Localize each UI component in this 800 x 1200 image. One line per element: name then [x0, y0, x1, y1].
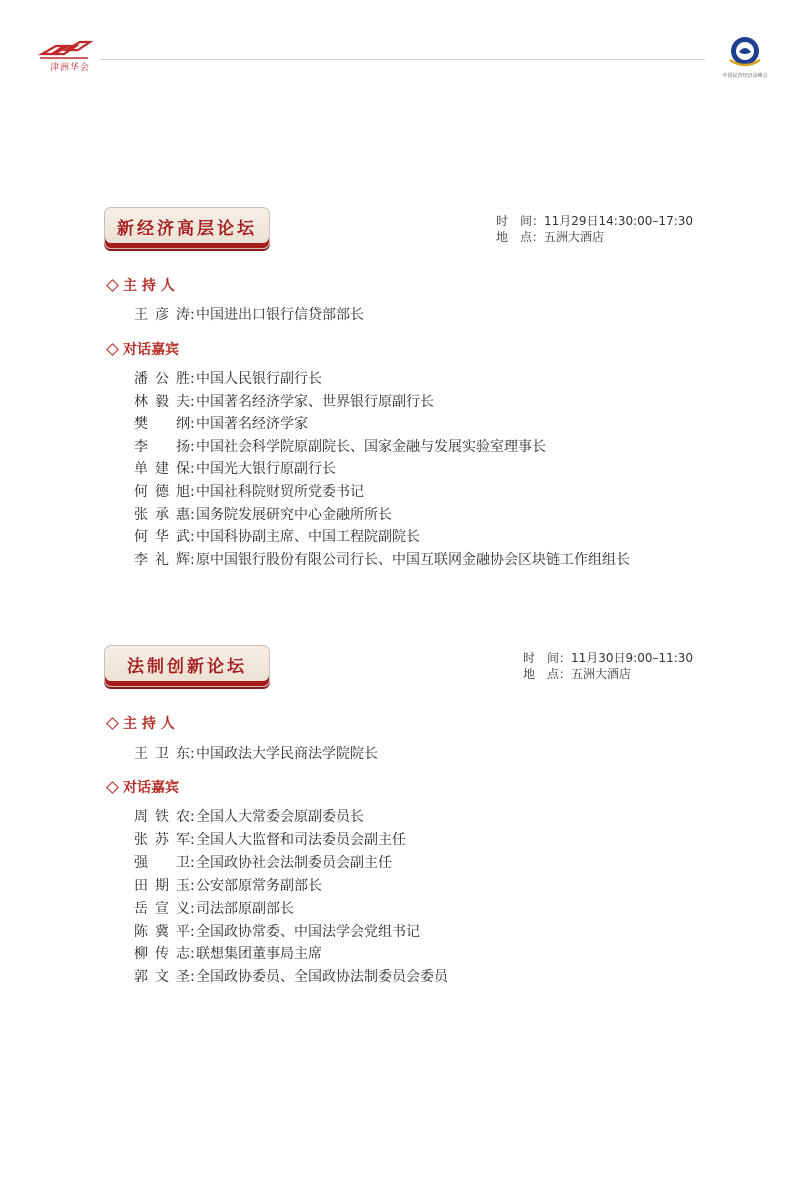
person-name: 田期玉 [134, 878, 190, 894]
person-role: 中国政法大学民商法学院院长 [196, 746, 378, 762]
guests-heading [106, 339, 179, 359]
guest-row: 田期玉 : 公安部原常务副部长 [134, 878, 322, 894]
guest-row: 李礼辉 : 原中国银行股份有限公司行长、中国互联网金融协会区块链工作组组长 [134, 552, 630, 568]
forum-title: 法制创新论坛 [127, 657, 247, 677]
guest-row: 柳传志 : 联想集团董事局主席 [134, 946, 322, 962]
guest-row: 林毅夫 : 中国著名经济学家、世界银行原副行长 [134, 394, 434, 410]
person-role: 原中国银行股份有限公司行长、中国互联网金融协会区块链工作组组长 [196, 552, 630, 568]
person-name: 陈冀平 [134, 924, 190, 940]
diamond-icon [106, 343, 119, 356]
person-role: 中国著名经济学家 [196, 416, 308, 432]
place-label: 地 点： [523, 667, 572, 681]
person-name: 林毅夫 [134, 394, 190, 410]
guest-row: 何德旭 : 中国社科院财贸所党委书记 [134, 484, 364, 500]
person-role: 国务院发展研究中心金融所所长 [196, 507, 392, 523]
person-name: 单建保 [134, 461, 190, 477]
guest-row: 何华武 : 中国科协副主席、中国工程院副院长 [134, 529, 420, 545]
diamond-icon [106, 781, 119, 794]
person-role: 全国人大监督和司法委员会副主任 [196, 832, 406, 848]
person-name: 岳宣义 [134, 901, 190, 917]
forum-meta [523, 650, 693, 682]
place-value: 五洲大酒店 [571, 667, 632, 681]
right-logo-text: 中国民营经济高峰会 [722, 73, 768, 79]
person-role: 中国光大银行原副行长 [196, 461, 336, 477]
place-value: 五洲大酒店 [544, 230, 605, 244]
left-logo-text: 津洲华会 [50, 63, 91, 73]
person-name: 郭文圣 [134, 969, 190, 985]
person-name: 何华武 [134, 529, 190, 545]
person-name: 张承惠 [134, 507, 190, 523]
person-name: 王彦涛 [134, 307, 190, 323]
host-row: 王彦涛 : 中国进出口银行信贷部部长 [134, 307, 364, 323]
person-name: 强 卫 [134, 855, 190, 871]
guest-row: 潘公胜 : 中国人民银行副行长 [134, 371, 322, 387]
person-name: 李礼辉 [134, 552, 190, 568]
person-role: 中国人民银行副行长 [196, 371, 322, 387]
guest-row: 张承惠 : 国务院发展研究中心金融所所长 [134, 507, 392, 523]
host-heading-text: 主 持 人 [123, 278, 175, 294]
person-role: 司法部原副部长 [196, 901, 294, 917]
guest-row: 单建保 : 中国光大银行原副行长 [134, 461, 336, 477]
person-name: 周铁农 [134, 809, 190, 825]
person-role: 全国政协委员、全国政协法制委员会委员 [196, 969, 448, 985]
diamond-icon [106, 279, 119, 292]
person-name: 柳传志 [134, 946, 190, 962]
header-divider [100, 59, 705, 60]
forum-title: 新经济高层论坛 [117, 219, 257, 239]
guest-row: 张苏军 : 全国人大监督和司法委员会副主任 [134, 832, 406, 848]
person-role: 全国政协社会法制委员会副主任 [196, 855, 392, 871]
time-label: 时 间： [523, 651, 572, 665]
person-name: 樊 纲 [134, 416, 190, 432]
time-value: 11月30日9:00–11:30 [571, 651, 694, 665]
guest-row: 陈冀平 : 全国政协常委、中国法学会党组书记 [134, 924, 420, 940]
person-role: 中国社科院财贸所党委书记 [196, 484, 364, 500]
person-name: 潘公胜 [134, 371, 190, 387]
guests-heading-text: 对话嘉宾 [123, 342, 179, 358]
forum-title-banner [104, 645, 270, 687]
guest-row: 郭文圣 : 全国政协委员、全国政协法制委员会委员 [134, 969, 448, 985]
forum-title-banner [104, 207, 270, 249]
person-name: 张苏军 [134, 832, 190, 848]
guest-row: 强 卫 : 全国政协社会法制委员会副主任 [134, 855, 392, 871]
host-heading [106, 713, 175, 733]
person-role: 中国社会科学院原副院长、国家金融与发展实验室理事长 [196, 439, 546, 455]
person-name: 王卫东 [134, 746, 190, 762]
person-name: 李 扬 [134, 439, 190, 455]
person-role: 公安部原常务副部长 [196, 878, 322, 894]
place-label: 地 点： [496, 230, 545, 244]
time-value: 11月29日14:30:00–17:30 [544, 214, 694, 228]
guest-row: 岳宣义 : 司法部原副部长 [134, 901, 294, 917]
person-role: 中国著名经济学家、世界银行原副行长 [196, 394, 434, 410]
time-label: 时 间： [496, 214, 545, 228]
forum-meta [496, 213, 693, 245]
diamond-icon [106, 717, 119, 730]
host-heading-text: 主 持 人 [123, 716, 175, 732]
person-role: 中国科协副主席、中国工程院副院长 [196, 529, 420, 545]
person-role: 全国人大常委会原副委员长 [196, 809, 364, 825]
guest-row: 樊 纲 : 中国著名经济学家 [134, 416, 308, 432]
person-name: 何德旭 [134, 484, 190, 500]
host-heading [106, 275, 175, 295]
guests-heading [106, 777, 179, 797]
person-role: 全国政协常委、中国法学会党组书记 [196, 924, 420, 940]
guest-row: 周铁农 : 全国人大常委会原副委员长 [134, 809, 364, 825]
person-role: 联想集团董事局主席 [196, 946, 322, 962]
person-role: 中国进出口银行信贷部部长 [196, 307, 364, 323]
guests-heading-text: 对话嘉宾 [123, 780, 179, 796]
host-row: 王卫东 : 中国政法大学民商法学院院长 [134, 746, 378, 762]
guest-row: 李 扬 : 中国社会科学院原副院长、国家金融与发展实验室理事长 [134, 439, 546, 455]
